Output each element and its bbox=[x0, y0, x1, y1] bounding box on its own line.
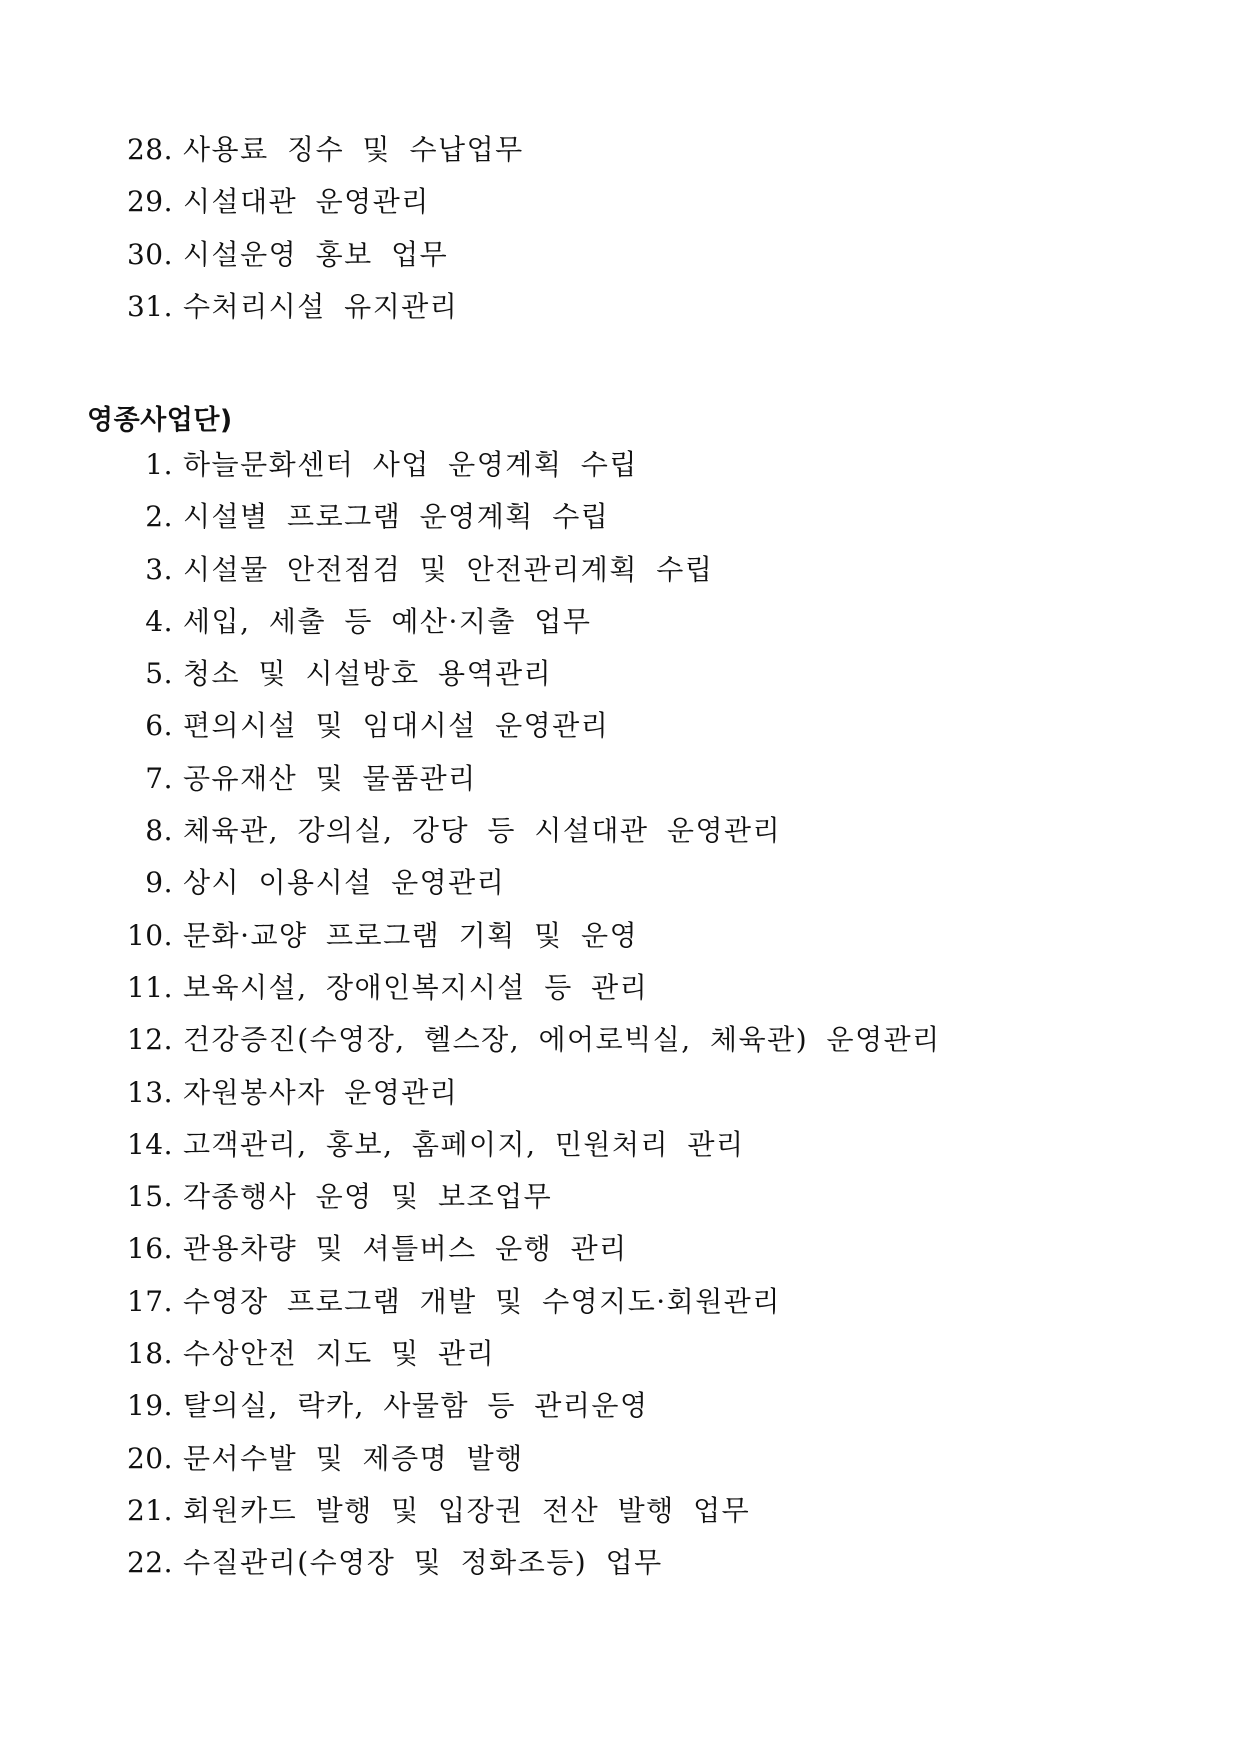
item-number: 5. bbox=[145, 657, 173, 691]
list-item bbox=[116, 1489, 941, 1541]
item-number: 30. bbox=[126, 237, 173, 271]
item-text: 보육시설, 장애인복지시설 등 관리 bbox=[183, 970, 649, 1004]
item-text: 수영장 프로그램 개발 및 수영지도·회원관리 bbox=[183, 1284, 781, 1318]
item-number: 13. bbox=[126, 1075, 173, 1109]
list-item bbox=[116, 914, 941, 966]
item-text: 문서수발 및 제증명 발행 bbox=[183, 1441, 524, 1475]
item-number: 2. bbox=[145, 500, 173, 534]
item-number: 31. bbox=[126, 289, 173, 323]
list-item bbox=[116, 861, 941, 913]
list-item bbox=[116, 704, 941, 756]
item-text: 체육관, 강의실, 강당 등 시설대관 운영관리 bbox=[183, 814, 782, 848]
item-text: 청소 및 시설방호 용역관리 bbox=[183, 657, 553, 691]
item-number: 20. bbox=[126, 1441, 173, 1475]
item-number: 7. bbox=[145, 761, 173, 795]
list-item bbox=[116, 1018, 941, 1070]
item-number: 10. bbox=[126, 918, 173, 952]
item-text: 시설대관 운영관리 bbox=[183, 185, 430, 219]
list-item bbox=[116, 443, 941, 495]
list-item bbox=[116, 1384, 941, 1436]
section-task-list bbox=[116, 443, 941, 1594]
item-text: 문화·교양 프로그램 기획 및 운영 bbox=[183, 918, 639, 952]
item-text: 사용료 징수 및 수납업무 bbox=[183, 133, 524, 166]
item-text: 상시 이용시설 운영관리 bbox=[183, 866, 506, 900]
list-item bbox=[116, 1227, 941, 1279]
item-text: 세입, 세출 등 예산·지출 업무 bbox=[183, 604, 592, 638]
item-number: 6. bbox=[145, 709, 173, 743]
list-item bbox=[116, 1280, 941, 1332]
item-text: 각종행사 운영 및 보조업무 bbox=[183, 1180, 553, 1214]
item-number: 12. bbox=[126, 1023, 173, 1057]
list-item bbox=[116, 180, 524, 232]
list-item bbox=[116, 285, 524, 337]
item-text: 편의시설 및 임대시설 운영관리 bbox=[183, 709, 610, 743]
item-text: 건강증진(수영장, 헬스장, 에어로빅실, 체육관) 운영관리 bbox=[183, 1023, 941, 1057]
section-title: 영종사업단) bbox=[87, 405, 233, 436]
list-item bbox=[116, 548, 941, 600]
list-item bbox=[116, 1332, 941, 1384]
list-item bbox=[116, 652, 941, 704]
top-task-list bbox=[116, 128, 524, 337]
list-item bbox=[116, 495, 941, 547]
list-item bbox=[116, 809, 941, 861]
item-text: 하늘문화센터 사업 운영계획 수립 bbox=[183, 448, 638, 481]
item-number: 21. bbox=[126, 1493, 173, 1527]
item-text: 자원봉사자 운영관리 bbox=[183, 1075, 459, 1109]
item-number: 15. bbox=[126, 1180, 173, 1214]
item-text: 시설물 안전점검 및 안전관리계획 수립 bbox=[183, 552, 714, 586]
item-number: 17. bbox=[126, 1284, 173, 1318]
list-item bbox=[116, 1175, 941, 1227]
item-number: 1. bbox=[145, 448, 173, 481]
item-number: 19. bbox=[126, 1389, 173, 1423]
item-number: 14. bbox=[126, 1127, 173, 1161]
item-text: 수상안전 지도 및 관리 bbox=[183, 1337, 496, 1371]
item-number: 8. bbox=[145, 814, 173, 848]
list-item bbox=[116, 757, 941, 809]
list-item bbox=[116, 600, 941, 652]
item-text: 회원카드 발행 및 입장권 전산 발행 업무 bbox=[183, 1493, 751, 1527]
list-item bbox=[116, 233, 524, 285]
item-text: 수질관리(수영장 및 정화조등) 업무 bbox=[183, 1546, 663, 1580]
item-number: 22. bbox=[126, 1546, 173, 1580]
item-number: 9. bbox=[145, 866, 173, 900]
item-text: 시설별 프로그램 운영계획 수립 bbox=[183, 500, 610, 534]
item-text: 고객관리, 홍보, 홈페이지, 민원처리 관리 bbox=[183, 1127, 745, 1161]
list-item bbox=[116, 1437, 941, 1489]
item-text: 공유재산 및 물품관리 bbox=[183, 761, 477, 795]
item-number: 11. bbox=[126, 970, 173, 1004]
item-text: 관용차량 및 셔틀버스 운행 관리 bbox=[183, 1232, 628, 1266]
list-item bbox=[116, 1123, 941, 1175]
item-text: 탈의실, 락카, 사물함 등 관리운영 bbox=[183, 1389, 649, 1423]
item-number: 4. bbox=[145, 604, 173, 638]
list-item bbox=[116, 1071, 941, 1123]
list-item bbox=[116, 128, 524, 180]
item-number: 16. bbox=[126, 1232, 173, 1266]
item-text: 시설운영 홍보 업무 bbox=[183, 237, 449, 271]
item-number: 28. bbox=[126, 133, 173, 166]
item-text: 수처리시설 유지관리 bbox=[183, 289, 459, 323]
item-number: 29. bbox=[126, 185, 173, 219]
list-item bbox=[116, 966, 941, 1018]
list-item bbox=[116, 1541, 941, 1593]
item-number: 3. bbox=[145, 552, 173, 586]
item-number: 18. bbox=[126, 1337, 173, 1371]
